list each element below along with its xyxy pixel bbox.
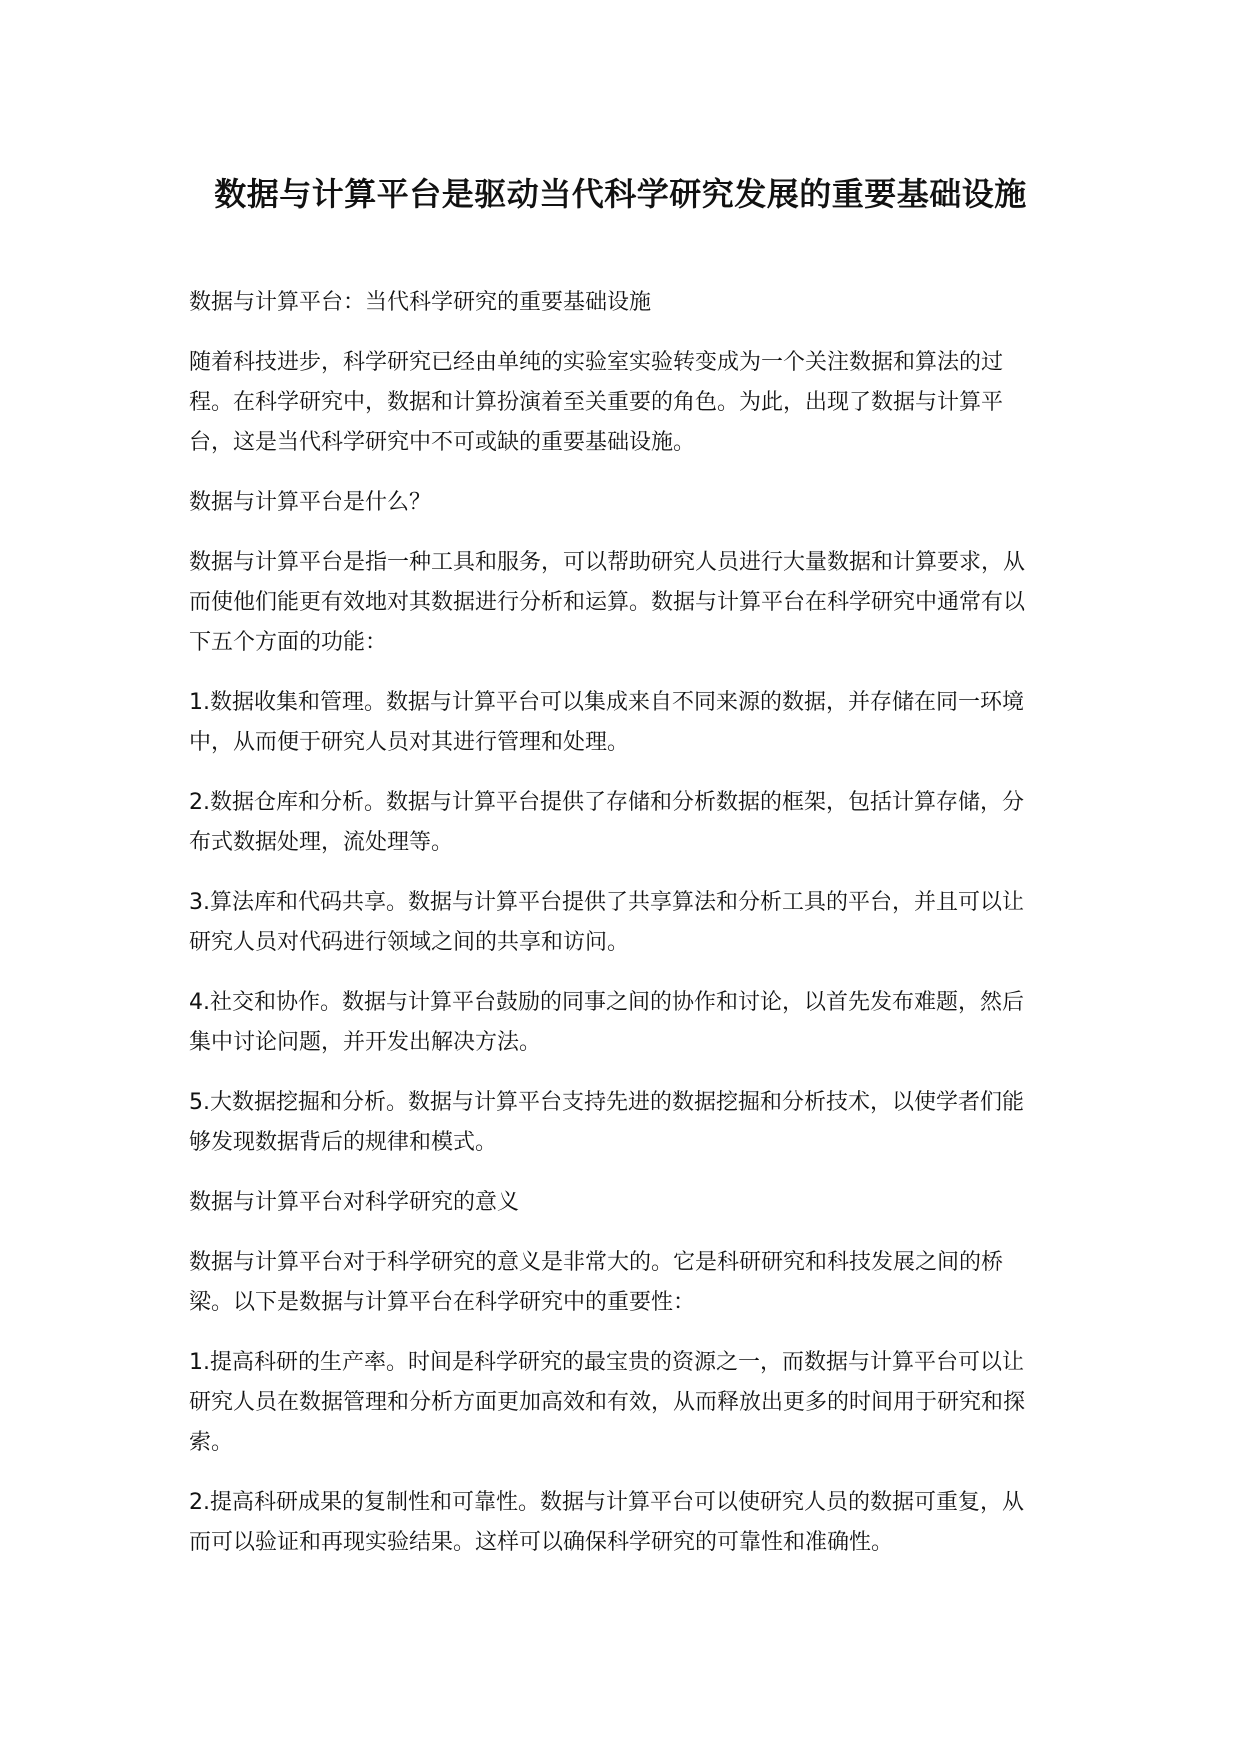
list-item-function-5: 5.大数据挖掘和分析。数据与计算平台支持先进的数据挖掘和分析技术，以使学者们能够发现数据背后的规律和模式。 xyxy=(189,1090,1024,1155)
paragraph-subtitle: 数据与计算平台：当代科学研究的重要基础设施 xyxy=(189,290,652,315)
list-item-importance-2: 2.提高科研成果的复制性和可靠性。数据与计算平台可以使研究人员的数据可重复，从而可以验证和再现实验结果。这样可以确保科学研究的可靠性和准确性。 xyxy=(189,1490,1024,1555)
paragraph-intro: 随着科技进步，科学研究已经由单纯的实验室实验转变成为一个关注数据和算法的过程。在科学研究中，数据和计算扮演着至关重要的角色。为此，出现了数据与计算平台，这是当代科学研究中不可或缺的重要基础设施。 xyxy=(189,350,1004,455)
paragraph-definition: 数据与计算平台是指一种工具和服务，可以帮助研究人员进行大量数据和计算要求，从而使他们能更有效地对其数据进行分析和运算。数据与计算平台在科学研究中通常有以下五个方面的功能： xyxy=(189,550,1026,655)
list-item-function-1: 1.数据收集和管理。数据与计算平台可以集成来自不同来源的数据，并存储在同一环境中，从而便于研究人员对其进行管理和处理。 xyxy=(189,690,1024,755)
list-item-importance-1: 1.提高科研的生产率。时间是科学研究的最宝贵的资源之一，而数据与计算平台可以让研究人员在数据管理和分析方面更加高效和有效，从而释放出更多的时间用于研究和探索。 xyxy=(189,1350,1026,1455)
list-item-function-2: 2.数据仓库和分析。数据与计算平台提供了存储和分析数据的框架，包括计算存储，分布式数据处理，流处理等。 xyxy=(189,790,1024,855)
paragraph-significance: 数据与计算平台对于科学研究的意义是非常大的。它是科研研究和科技发展之间的桥梁。以下是数据与计算平台在科学研究中的重要性： xyxy=(189,1250,1004,1315)
section-heading-what-is: 数据与计算平台是什么？ xyxy=(189,490,432,515)
document-title: 数据与计算平台是驱动当代科学研究发展的重要基础设施 xyxy=(214,175,1027,213)
list-item-function-3: 3.算法库和代码共享。数据与计算平台提供了共享算法和分析工具的平台，并且可以让研究人员对代码进行领域之间的共享和访问。 xyxy=(189,890,1024,955)
list-item-function-4: 4.社交和协作。数据与计算平台鼓励的同事之间的协作和讨论，以首先发布难题，然后集中讨论问题，并开发出解决方法。 xyxy=(189,990,1024,1055)
document-body xyxy=(189,283,1039,1583)
section-heading-significance: 数据与计算平台对科学研究的意义 xyxy=(189,1190,520,1215)
